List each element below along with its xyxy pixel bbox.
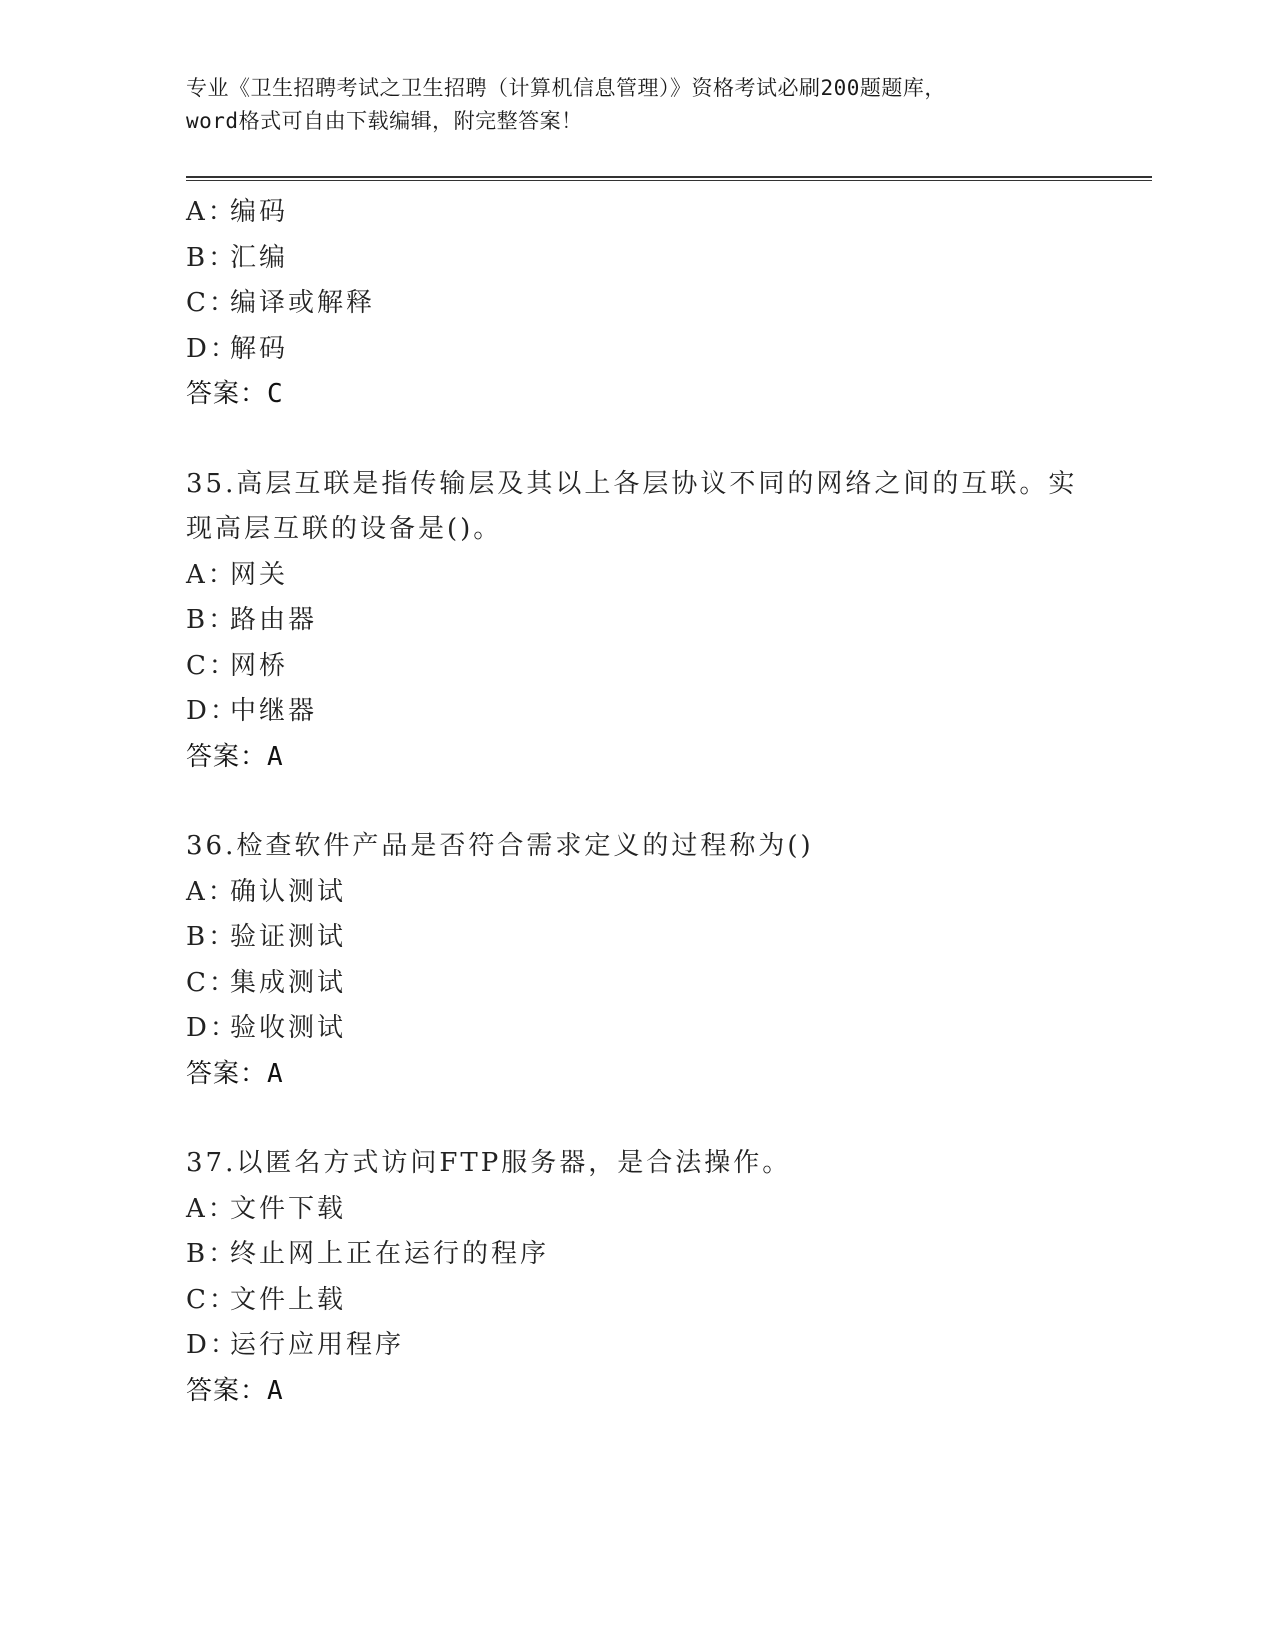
answer-value: A — [267, 1058, 284, 1089]
option-b — [186, 915, 1086, 961]
option-letter: C： — [186, 288, 238, 318]
option-letter: C： — [186, 650, 238, 681]
option-text: 集成测试 — [230, 967, 347, 998]
option-text: 网桥 — [230, 650, 289, 681]
question-stem-line: 现高层互联的设备是()。 — [186, 514, 503, 544]
answer-line — [186, 1369, 1086, 1415]
option-c — [186, 281, 1086, 327]
question-stem-line: 37.以匿名方式访问FTP服务器，是合法操作。 — [186, 1148, 792, 1178]
option-letter: A： — [186, 1193, 237, 1224]
option-d — [186, 1323, 1086, 1369]
answer-value: C — [267, 379, 284, 409]
question-block-36 — [186, 824, 1086, 1097]
document-header — [186, 72, 1086, 138]
answer-line — [186, 1052, 1086, 1098]
option-letter: C： — [186, 1284, 238, 1315]
option-text: 运行应用程序 — [230, 1330, 405, 1360]
option-d — [186, 689, 1086, 735]
option-text: 验收测试 — [230, 1013, 347, 1043]
option-a — [186, 1187, 1086, 1233]
option-b — [186, 236, 1086, 282]
answer-value: A — [267, 1375, 284, 1406]
option-c — [186, 644, 1086, 690]
option-text: 网关 — [230, 559, 289, 590]
option-letter: B： — [186, 242, 238, 273]
question-list — [186, 190, 1086, 1414]
answer-line — [186, 735, 1086, 781]
option-a — [186, 870, 1086, 916]
answer-label: 答案： — [186, 741, 268, 772]
option-letter: D： — [186, 1330, 239, 1360]
option-d — [186, 327, 1086, 373]
option-text: 文件上载 — [230, 1284, 347, 1315]
option-text: 编码 — [230, 197, 289, 227]
option-text: 终止网上正在运行的程序 — [230, 1239, 550, 1269]
option-letter: A： — [186, 197, 237, 227]
answer-label: 答案： — [186, 1375, 268, 1406]
option-b — [186, 1232, 1086, 1278]
option-c — [186, 961, 1086, 1007]
option-letter: B： — [186, 605, 238, 635]
option-letter: A： — [186, 876, 237, 907]
option-d — [186, 1006, 1086, 1052]
option-letter: B： — [186, 922, 238, 952]
option-text: 路由器 — [230, 605, 318, 635]
option-text: 中继器 — [230, 696, 318, 726]
answer-line — [186, 372, 1086, 418]
question-stem-line: 35.高层互联是指传输层及其以上各层协议不同的网络之间的互联。实 — [186, 468, 1078, 499]
question-stem-line: 36.检查软件产品是否符合需求定义的过程称为() — [186, 831, 814, 861]
option-letter: C： — [186, 967, 238, 998]
answer-value: A — [267, 741, 284, 772]
answer-label: 答案： — [186, 1058, 268, 1089]
option-letter: D： — [186, 1013, 239, 1043]
option-letter: B： — [186, 1239, 238, 1269]
option-c — [186, 1278, 1086, 1324]
option-letter: A： — [186, 559, 237, 590]
option-letter: D： — [186, 696, 239, 726]
option-text: 文件下载 — [230, 1193, 347, 1224]
header-line-2: word格式可自由下载编辑，附完整答案！ — [186, 109, 583, 133]
option-text: 验证测试 — [230, 922, 347, 952]
question-block-35 — [186, 462, 1086, 781]
option-a — [186, 553, 1086, 599]
option-a — [186, 190, 1086, 236]
question-block-continued — [186, 190, 1086, 418]
option-text: 汇编 — [230, 242, 289, 273]
option-text: 确认测试 — [230, 876, 347, 907]
option-text: 解码 — [230, 333, 289, 364]
question-block-37 — [186, 1141, 1086, 1414]
header-divider — [186, 176, 1152, 181]
header-line-1: 专业《卫生招聘考试之卫生招聘（计算机信息管理）》资格考试必刷200题题库， — [186, 76, 946, 100]
option-b — [186, 598, 1086, 644]
option-letter: D： — [186, 333, 239, 364]
answer-label: 答案： — [186, 379, 268, 409]
option-text: 编译或解释 — [230, 288, 376, 318]
